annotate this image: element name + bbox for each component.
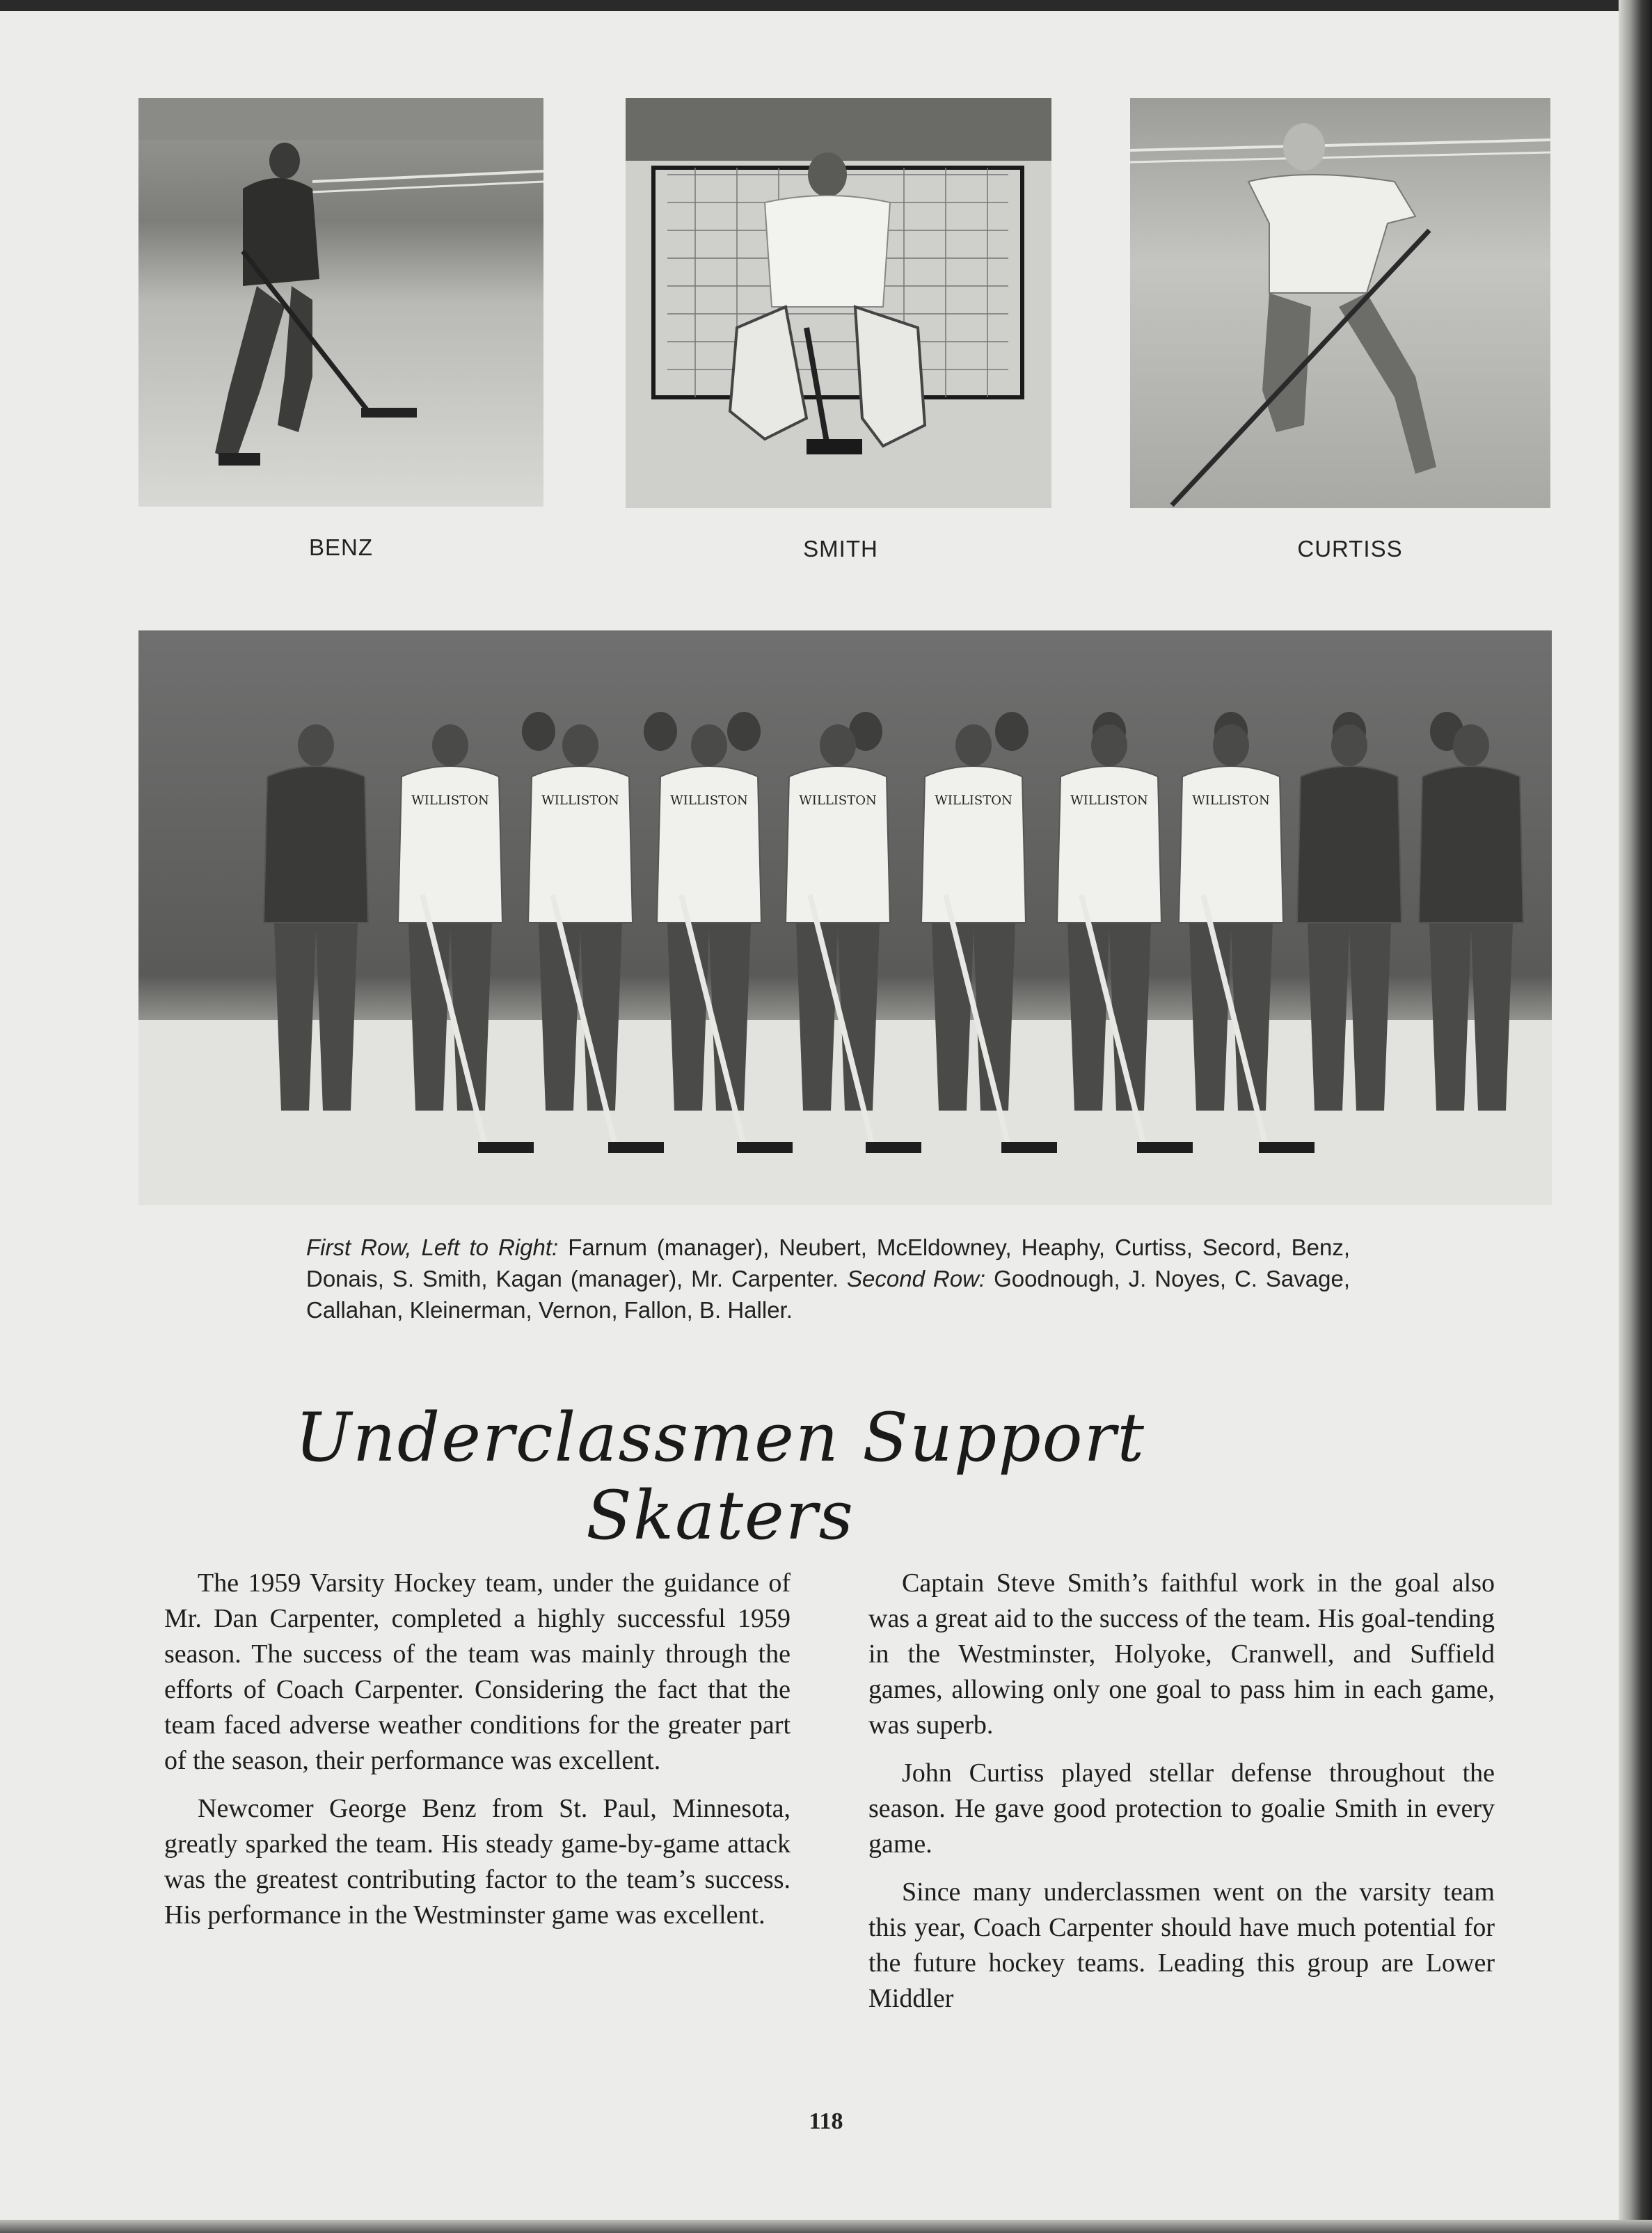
- page-edge-bottom: [0, 2220, 1652, 2233]
- back-row-player: [995, 712, 1028, 751]
- body-column-left: [164, 1566, 791, 1946]
- jersey-lettering: WILLISTON: [541, 793, 619, 808]
- back-row-player: [644, 712, 677, 751]
- paragraph: The 1959 Varsity Hockey team, under the guidance of Mr. Dan Carpenter, completed a highly successful 1959 season. The success of the team was mainly through the efforts of Coach Carpenter. Considering the fact that the team faced adverse weather conditions for the greater part of the season, their performance was excellent.: [164, 1568, 791, 1775]
- jersey-lettering: WILLISTON: [799, 793, 877, 808]
- jersey-lettering: WILLISTON: [411, 793, 489, 808]
- page-number: 118: [809, 2108, 843, 2134]
- page-edge-right: [1619, 0, 1652, 2233]
- caption-second-row-names: Goodnough, J. Noyes, C. Savage, Callahan, Kleinerman, Vernon, Fallon, B. Haller.: [306, 1266, 1351, 1323]
- back-row-player: [727, 712, 761, 751]
- caption-curtiss: CURTISS: [1297, 536, 1403, 562]
- photo-curtiss-image: [1130, 98, 1550, 508]
- photo-smith-image: [626, 98, 1051, 508]
- caption-second-row-lead: Second Row:: [847, 1266, 986, 1292]
- paragraph: Newcomer George Benz from St. Paul, Minnesota, greatly sparked the team. His steady game-by-game attack was the greatest contributing factor to the team’s success. His performance in the Westminster game was excellent.: [164, 1794, 791, 1930]
- caption-benz: BENZ: [308, 534, 373, 560]
- jersey-lettering: WILLISTON: [935, 793, 1012, 808]
- page-headline: Underclassmen Support Skaters: [294, 1399, 1146, 1555]
- caption-smith: SMITH: [803, 536, 878, 562]
- paragraph: John Curtiss played stellar defense throughout the season. He gave good protection to goalie Smith in every game.: [868, 1758, 1495, 1859]
- photo-curtiss: [1130, 98, 1550, 508]
- jersey-lettering: WILLISTON: [1192, 793, 1270, 808]
- photo-benz: [138, 98, 543, 507]
- paragraph: Captain Steve Smith’s faithful work in the goal also was a great aid to the success of the team. His goal-tending in the Westminster, Holyoke, Cranwell, and Suffield games, allowing only one goal to pass him in each game, was superb.: [868, 1568, 1495, 1740]
- photo-team: [138, 630, 1552, 1205]
- photo-smith: [626, 98, 1051, 508]
- photo-benz-image: [138, 98, 543, 507]
- body-column-right: [868, 1566, 1495, 2017]
- team-photo-caption: [306, 1232, 1350, 1326]
- caption-first-row-names: Farnum (manager), Neubert, McEldowney, Heaphy, Curtiss, Secord, Benz, Donais, S. Smith, Kagan (manager), Mr. Carpenter.: [306, 1234, 1350, 1292]
- back-row-player: [522, 712, 555, 751]
- caption-first-row-lead: First Row, Left to Right:: [306, 1234, 559, 1260]
- jersey-lettering: WILLISTON: [670, 793, 748, 808]
- paragraph: Since many underclassmen went on the varsity team this year, Coach Carpenter should have much potential for the future hockey teams. Leading this group are Lower Middler: [868, 1877, 1495, 2013]
- jersey-lettering: WILLISTON: [1070, 793, 1148, 808]
- team-photo-image: [138, 630, 1552, 1205]
